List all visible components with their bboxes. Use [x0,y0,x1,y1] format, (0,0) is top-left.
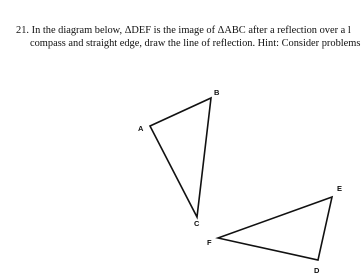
triangle-def [218,197,332,260]
vertex-label-d: D [314,266,320,275]
problem-line-2: compass and straight edge, draw the line of reflection. Hint: Consider problems [30,38,361,49]
vertex-label-e: E [337,184,343,193]
problem-number: 21. [16,25,29,36]
vertex-label-f: F [207,238,212,247]
triangle-abc [150,98,211,217]
problem-line-1-text: In the diagram below, ΔDEF is the image of ΔABC after a reflection over a l [31,25,351,36]
vertex-label-a: A [138,124,144,133]
vertex-label-b: B [214,88,220,97]
vertex-label-c: C [194,219,200,228]
